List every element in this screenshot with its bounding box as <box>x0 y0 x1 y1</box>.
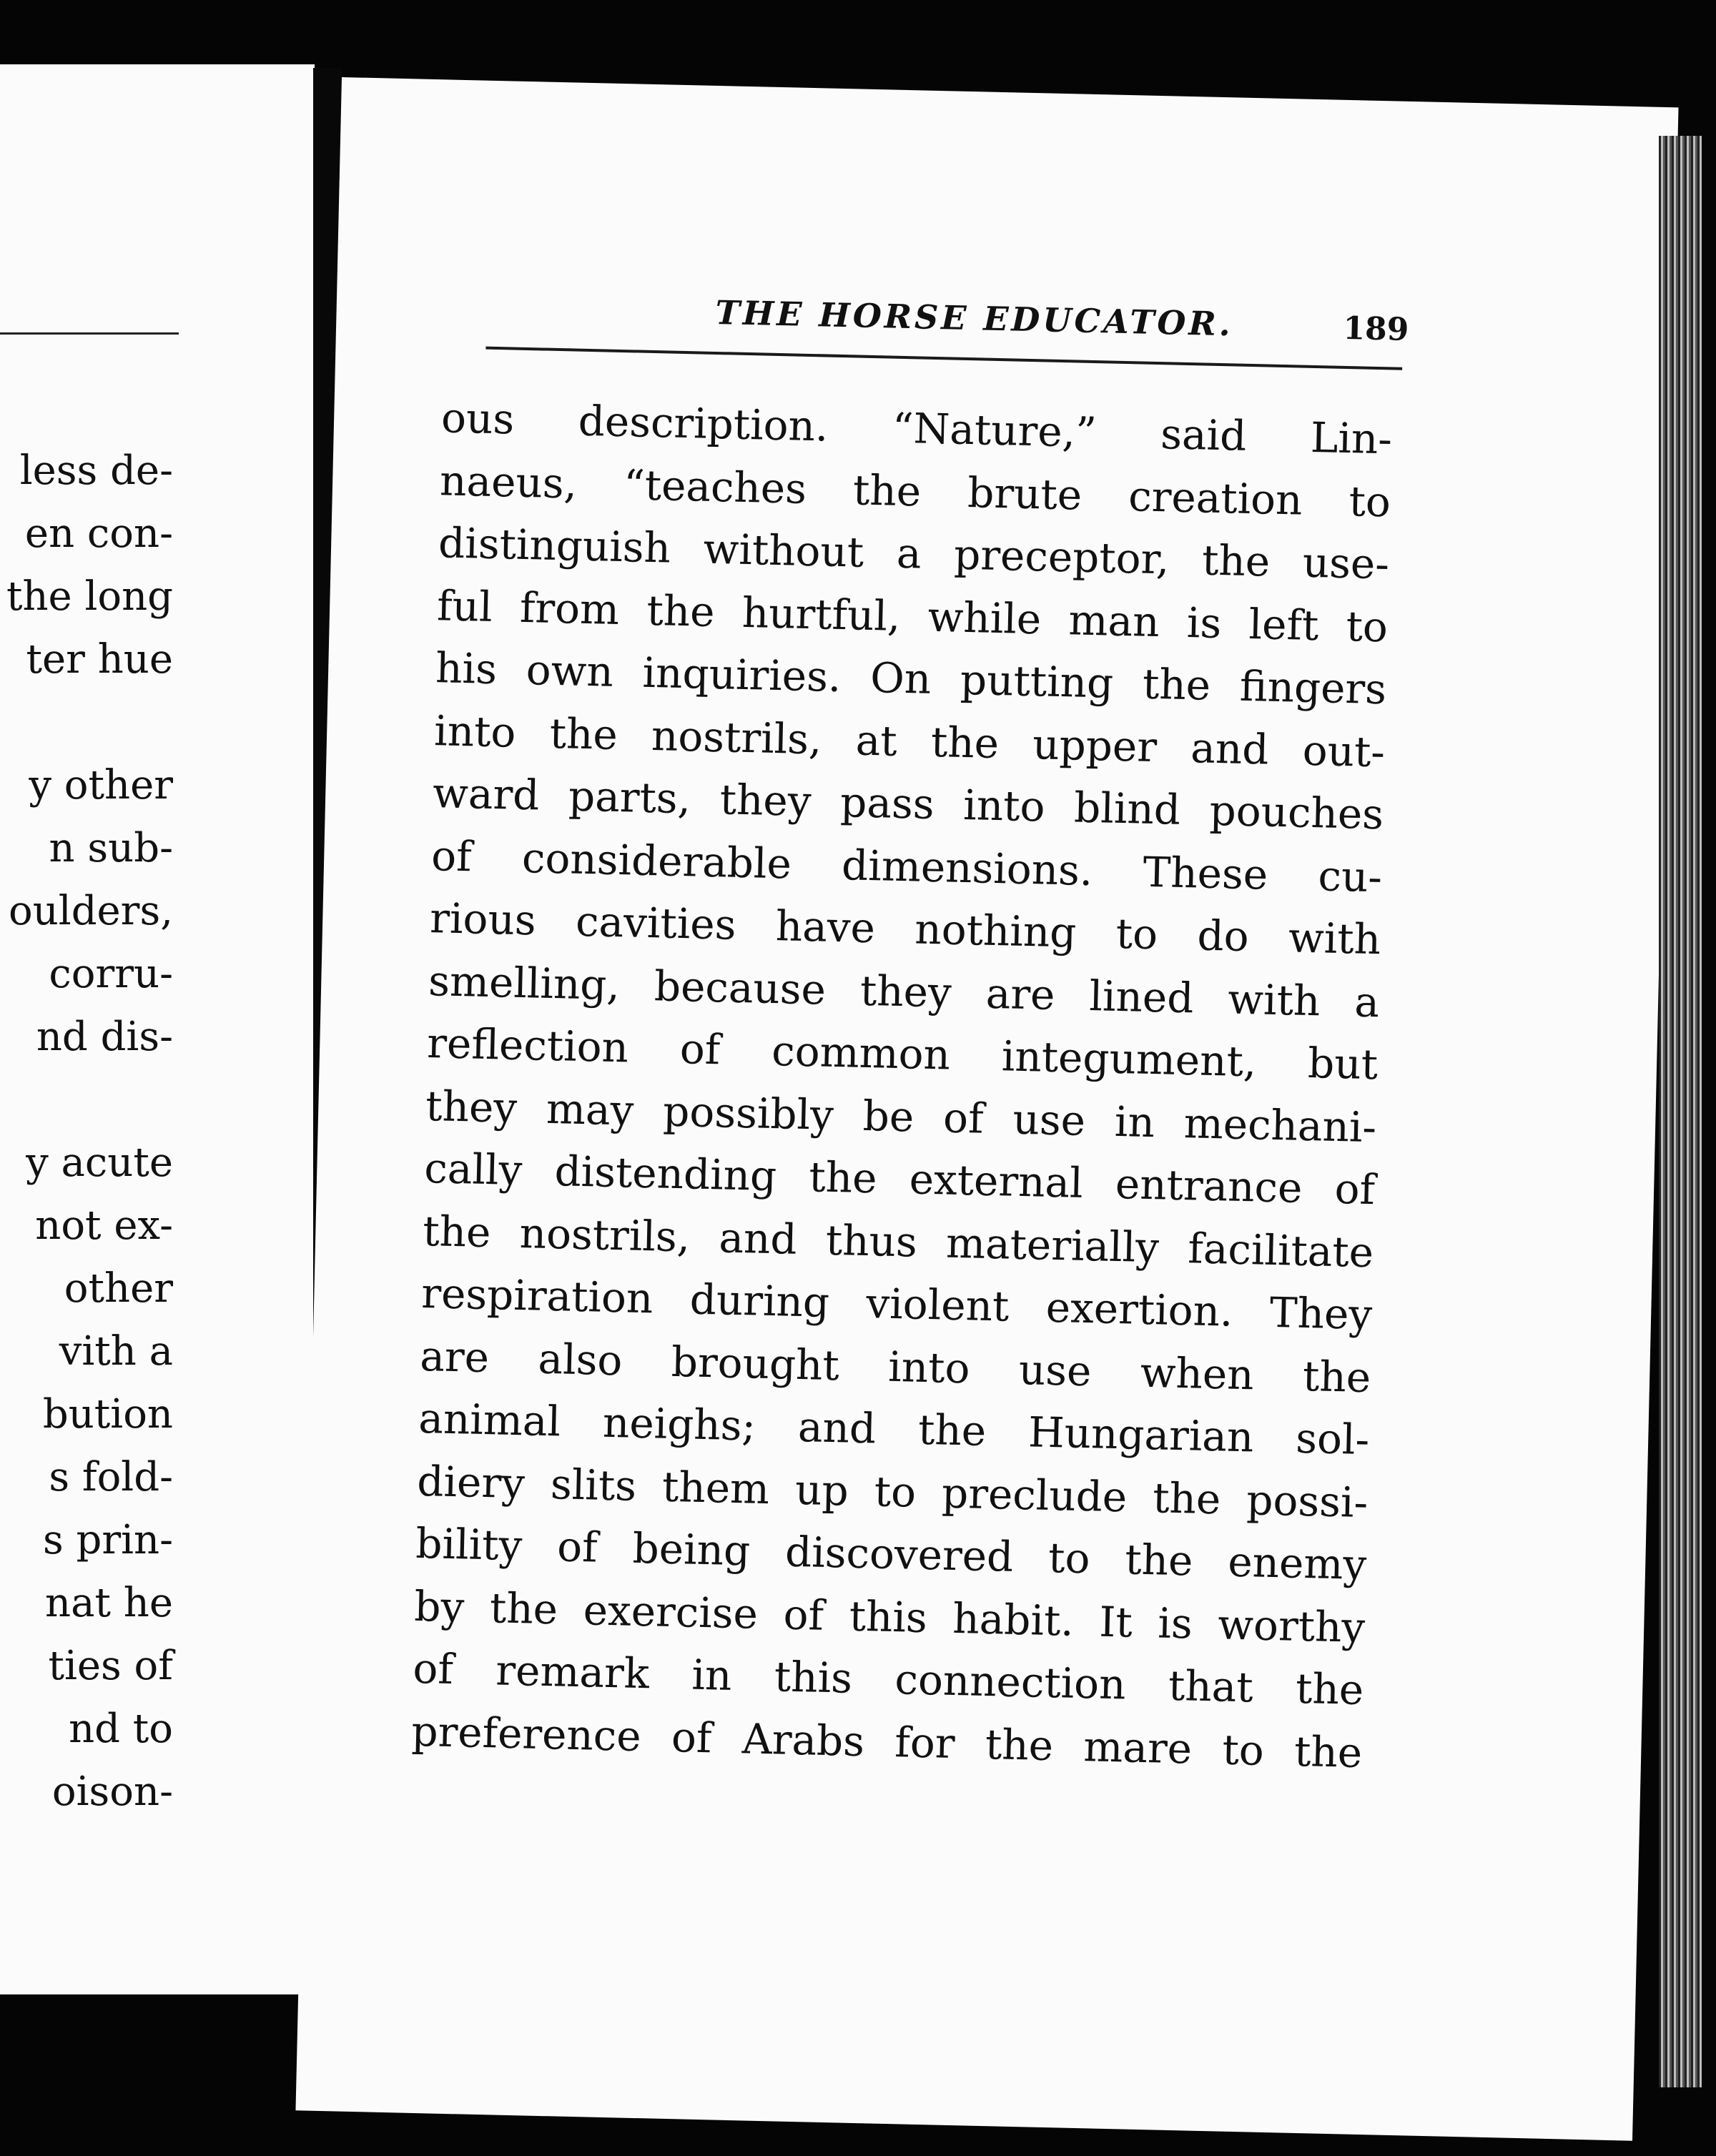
left-text-line <box>0 1069 173 1132</box>
text-line: rious cavities have nothing to do with <box>429 894 1381 964</box>
running-head: THE HORSE EDUCATOR. <box>715 292 1234 344</box>
text-line: his own inquiries. On putting the fingers <box>435 643 1387 714</box>
text-line: into the nostrils, at the upper and out- <box>433 706 1386 776</box>
left-text-line: not ex- <box>35 1202 173 1249</box>
text-line: distinguish without a preceptor, the use- <box>438 518 1390 589</box>
text-line: by the exercise of this habit. It is worthy <box>413 1581 1366 1652</box>
text-line: animal neighs; and the Hungarian sol- <box>418 1393 1370 1465</box>
left-text-line: corru- <box>49 951 173 997</box>
left-page <box>0 64 315 1994</box>
text-line: ful from the hurtful, while man is left to <box>436 580 1389 651</box>
text-line: naeus, “teaches the brute creation to <box>439 455 1391 526</box>
left-page-text <box>0 440 173 1824</box>
left-header-rule <box>0 332 179 335</box>
left-text-line: en con- <box>24 510 173 557</box>
body-text <box>411 387 1393 1784</box>
page-edges <box>1659 136 1702 2087</box>
left-text-line: n sub- <box>49 825 173 871</box>
left-text-line: nd to <box>69 1706 173 1752</box>
left-text-line: ter hue <box>26 636 173 683</box>
text-line: ous description. “Nature,” said Lin- <box>440 393 1393 464</box>
text-line: of considerable dimensions. These cu- <box>430 831 1383 901</box>
left-text-line: other <box>64 1265 173 1312</box>
left-text-line: vith a <box>59 1328 173 1375</box>
text-line: bility of being discovered to the enemy <box>415 1518 1367 1590</box>
left-text-line: the long <box>6 573 173 620</box>
left-text-line: nd dis- <box>36 1014 173 1060</box>
left-text-line: bution <box>42 1391 173 1438</box>
left-text-line: less de- <box>19 447 173 494</box>
left-text-line: oison- <box>51 1769 173 1815</box>
text-line: the nostrils, and thus materially facilitate <box>422 1206 1374 1277</box>
left-text-line: y acute <box>26 1139 173 1186</box>
left-text-line: s fold- <box>49 1454 173 1500</box>
left-text-line <box>0 691 173 754</box>
text-line: smelling, because they are lined with a <box>428 956 1380 1027</box>
left-text-line: ties of <box>48 1643 173 1689</box>
text-line: are also brought into use when the <box>419 1331 1371 1402</box>
text-line: ward parts, they pass into blind pouches <box>432 768 1384 839</box>
text-line: reflection of common integument, but <box>426 1019 1379 1089</box>
text-line: of remark in this connection that the <box>412 1643 1364 1714</box>
left-text-line: y other <box>29 762 173 808</box>
text-line: cally distending the external entrance of <box>423 1144 1376 1215</box>
left-text-line: nat he <box>45 1580 173 1626</box>
left-text-line: s prin- <box>42 1517 173 1563</box>
right-page <box>295 77 1678 2141</box>
text-line: diery slits them up to preclude the possi- <box>416 1456 1369 1527</box>
text-line: preference of Arabs for the mare to the <box>410 1706 1363 1777</box>
page-number: 189 <box>1342 310 1409 348</box>
page-header <box>493 288 1409 359</box>
text-line: respiration during violent exertion. They <box>420 1268 1373 1340</box>
text-line: they may possibly be of use in mechani- <box>425 1081 1377 1152</box>
left-text-line: oulders, <box>9 888 173 934</box>
